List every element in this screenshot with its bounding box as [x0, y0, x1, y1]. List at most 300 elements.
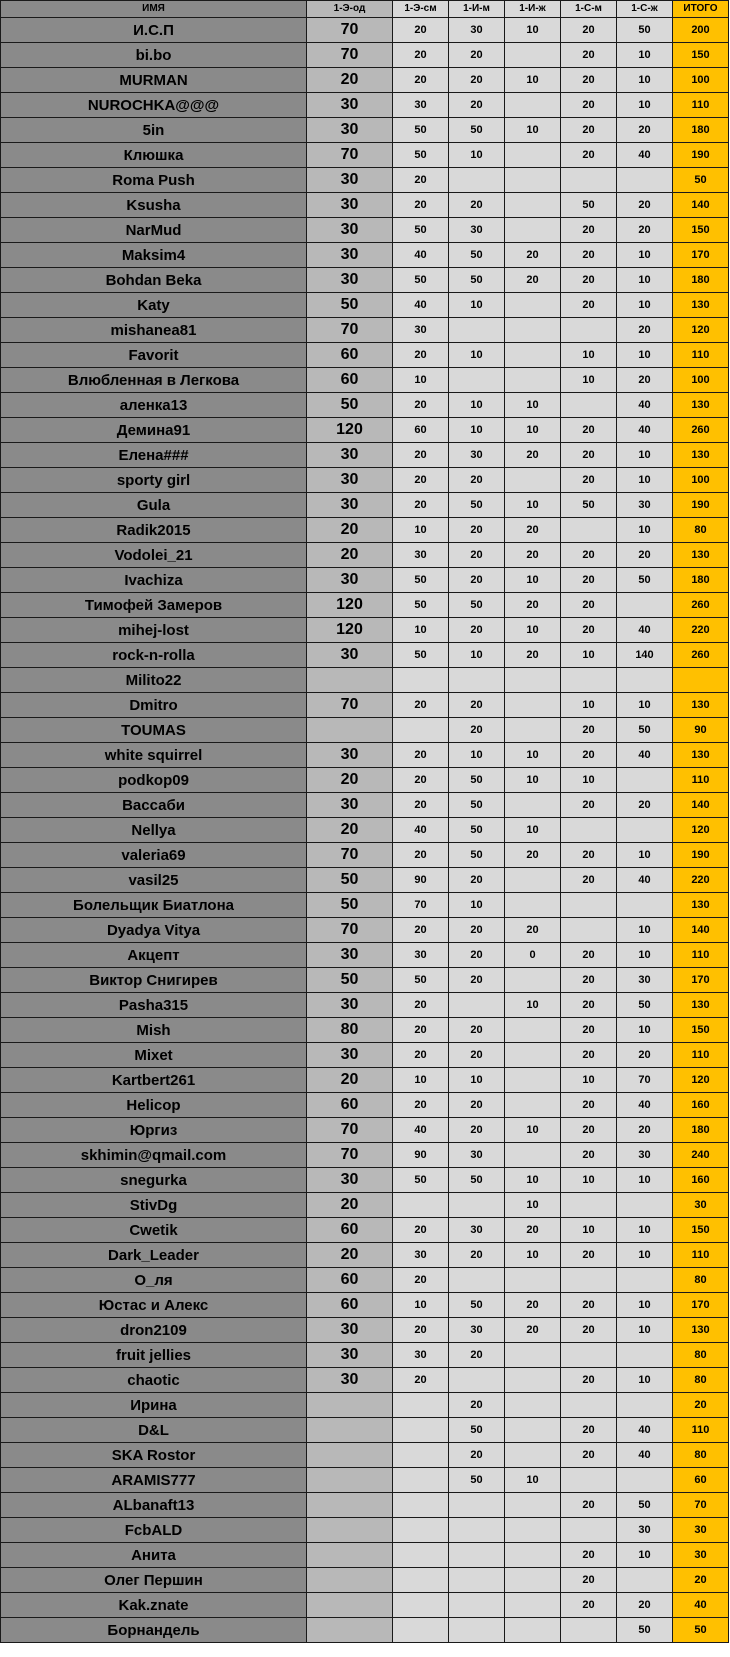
cell-1-s-m: 10 — [561, 368, 617, 393]
table-row — [1, 293, 729, 318]
table-row — [1, 343, 729, 368]
cell-1-e-sm: 90 — [393, 868, 449, 893]
cell-1-i-m: 20 — [449, 1043, 505, 1068]
cell-1-s-zh: 10 — [617, 843, 673, 868]
cell-total: 130 — [673, 893, 729, 918]
cell-1-e-od: 30 — [307, 193, 393, 218]
cell-1-i-zh: 20 — [505, 543, 561, 568]
cell-1-i-zh — [505, 1368, 561, 1393]
table-row — [1, 968, 729, 993]
table-row — [1, 1043, 729, 1068]
cell-1-s-m: 20 — [561, 593, 617, 618]
cell-1-i-zh — [505, 668, 561, 693]
cell-total: 100 — [673, 68, 729, 93]
cell-1-e-od: 20 — [307, 1193, 393, 1218]
cell-1-e-od: 70 — [307, 18, 393, 43]
cell-1-s-zh: 40 — [617, 1093, 673, 1118]
cell-name: Демина91 — [1, 418, 307, 443]
table-row — [1, 493, 729, 518]
cell-1-e-sm — [393, 718, 449, 743]
table-row — [1, 943, 729, 968]
cell-1-i-zh — [505, 468, 561, 493]
cell-1-i-zh: 10 — [505, 993, 561, 1018]
cell-total: 130 — [673, 743, 729, 768]
cell-1-s-m: 20 — [561, 143, 617, 168]
cell-1-e-sm: 20 — [393, 343, 449, 368]
table-row — [1, 1318, 729, 1343]
cell-1-i-m — [449, 1493, 505, 1518]
cell-name: Анита — [1, 1543, 307, 1568]
cell-name: Kak.znate — [1, 1593, 307, 1618]
cell-1-s-zh — [617, 893, 673, 918]
cell-1-e-sm: 50 — [393, 968, 449, 993]
cell-1-i-m: 10 — [449, 143, 505, 168]
cell-1-s-zh: 10 — [617, 1543, 673, 1568]
cell-1-s-zh: 10 — [617, 43, 673, 68]
cell-1-e-od: 70 — [307, 318, 393, 343]
table-row — [1, 1393, 729, 1418]
cell-1-e-od — [307, 1518, 393, 1543]
table-row — [1, 368, 729, 393]
cell-1-s-zh: 50 — [617, 18, 673, 43]
cell-1-i-zh: 20 — [505, 243, 561, 268]
cell-1-e-od: 120 — [307, 618, 393, 643]
cell-1-s-zh: 10 — [617, 1018, 673, 1043]
cell-name: Maksim4 — [1, 243, 307, 268]
cell-1-s-zh: 10 — [617, 293, 673, 318]
cell-1-s-m: 20 — [561, 1568, 617, 1593]
cell-1-s-m — [561, 1468, 617, 1493]
cell-1-i-zh: 20 — [505, 443, 561, 468]
cell-1-s-zh: 40 — [617, 743, 673, 768]
table-row — [1, 93, 729, 118]
cell-1-e-sm: 20 — [393, 18, 449, 43]
table-row — [1, 1243, 729, 1268]
cell-1-s-m: 20 — [561, 1293, 617, 1318]
cell-1-s-m: 20 — [561, 1093, 617, 1118]
cell-1-i-zh: 10 — [505, 1468, 561, 1493]
cell-1-e-sm: 20 — [393, 468, 449, 493]
cell-1-s-m: 20 — [561, 1593, 617, 1618]
cell-1-i-m: 30 — [449, 1143, 505, 1168]
cell-total: 140 — [673, 793, 729, 818]
cell-1-i-m: 10 — [449, 893, 505, 918]
cell-1-e-od: 70 — [307, 143, 393, 168]
cell-1-e-od — [307, 1593, 393, 1618]
cell-1-i-m: 10 — [449, 393, 505, 418]
cell-1-i-zh: 20 — [505, 843, 561, 868]
cell-1-s-m: 10 — [561, 343, 617, 368]
cell-1-e-od: 70 — [307, 1118, 393, 1143]
cell-1-i-zh — [505, 1618, 561, 1643]
cell-1-e-od: 70 — [307, 43, 393, 68]
cell-1-e-od: 60 — [307, 1218, 393, 1243]
cell-1-i-m: 30 — [449, 1318, 505, 1343]
cell-1-s-m: 20 — [561, 268, 617, 293]
cell-1-i-zh — [505, 1543, 561, 1568]
cell-1-e-sm: 20 — [393, 993, 449, 1018]
col-header-1-s-m: 1-С-м — [561, 1, 617, 18]
cell-1-s-m: 20 — [561, 68, 617, 93]
cell-name: Вассаби — [1, 793, 307, 818]
cell-1-e-od — [307, 1393, 393, 1418]
cell-1-e-od — [307, 1468, 393, 1493]
cell-1-i-zh — [505, 143, 561, 168]
cell-1-s-m: 10 — [561, 643, 617, 668]
cell-1-i-m — [449, 1543, 505, 1568]
cell-1-s-zh: 20 — [617, 218, 673, 243]
cell-total: 240 — [673, 1143, 729, 1168]
cell-1-i-zh — [505, 93, 561, 118]
cell-1-i-m: 20 — [449, 68, 505, 93]
cell-total: 200 — [673, 18, 729, 43]
cell-total: 110 — [673, 768, 729, 793]
cell-1-i-zh: 10 — [505, 393, 561, 418]
cell-1-s-m: 20 — [561, 118, 617, 143]
cell-name: Клюшка — [1, 143, 307, 168]
cell-1-i-zh: 10 — [505, 568, 561, 593]
cell-name: chaotic — [1, 1368, 307, 1393]
cell-1-i-zh — [505, 1568, 561, 1593]
cell-1-s-zh: 10 — [617, 693, 673, 718]
cell-name: D&L — [1, 1418, 307, 1443]
cell-total: 130 — [673, 543, 729, 568]
cell-1-i-zh — [505, 1343, 561, 1368]
cell-1-i-zh — [505, 1068, 561, 1093]
cell-total: 110 — [673, 343, 729, 368]
col-header-1-i-zh: 1-И-ж — [505, 1, 561, 18]
cell-1-i-zh: 10 — [505, 768, 561, 793]
cell-1-s-m — [561, 1193, 617, 1218]
cell-name: Nellya — [1, 818, 307, 843]
cell-total: 190 — [673, 843, 729, 868]
cell-1-e-sm: 20 — [393, 693, 449, 718]
cell-total: 170 — [673, 968, 729, 993]
cell-1-e-sm — [393, 1418, 449, 1443]
cell-1-e-sm — [393, 1443, 449, 1468]
col-header-1-i-m: 1-И-м — [449, 1, 505, 18]
cell-total: 140 — [673, 193, 729, 218]
cell-1-i-m — [449, 168, 505, 193]
cell-total: 220 — [673, 868, 729, 893]
cell-1-e-od: 30 — [307, 568, 393, 593]
cell-total: 150 — [673, 1218, 729, 1243]
cell-1-s-m: 20 — [561, 1418, 617, 1443]
cell-1-e-sm: 40 — [393, 1118, 449, 1143]
cell-1-e-od: 30 — [307, 1343, 393, 1368]
cell-name: Milito22 — [1, 668, 307, 693]
cell-1-i-m: 50 — [449, 118, 505, 143]
cell-1-s-zh: 10 — [617, 918, 673, 943]
cell-name: ALbanaft13 — [1, 1493, 307, 1518]
cell-name: Favorit — [1, 343, 307, 368]
col-header-name: ИМЯ — [1, 1, 307, 18]
cell-1-s-m — [561, 1618, 617, 1643]
cell-1-i-zh: 10 — [505, 818, 561, 843]
cell-1-s-zh: 30 — [617, 1518, 673, 1543]
cell-1-s-zh: 20 — [617, 1593, 673, 1618]
cell-total: 30 — [673, 1543, 729, 1568]
cell-1-e-sm: 60 — [393, 418, 449, 443]
cell-1-i-m: 20 — [449, 93, 505, 118]
cell-total: 170 — [673, 243, 729, 268]
cell-1-s-zh — [617, 1268, 673, 1293]
cell-1-e-od: 30 — [307, 218, 393, 243]
cell-1-e-sm — [393, 1593, 449, 1618]
cell-1-i-m: 50 — [449, 768, 505, 793]
cell-total: 120 — [673, 318, 729, 343]
table-row — [1, 1018, 729, 1043]
cell-1-s-m: 20 — [561, 443, 617, 468]
table-row — [1, 1218, 729, 1243]
cell-1-s-m: 20 — [561, 718, 617, 743]
cell-1-s-m: 20 — [561, 868, 617, 893]
cell-1-i-m: 20 — [449, 1393, 505, 1418]
cell-1-s-m: 20 — [561, 243, 617, 268]
cell-1-i-m: 20 — [449, 518, 505, 543]
cell-name: Pasha315 — [1, 993, 307, 1018]
cell-1-e-od: 120 — [307, 418, 393, 443]
cell-1-s-m: 20 — [561, 18, 617, 43]
cell-1-e-od: 20 — [307, 1068, 393, 1093]
cell-1-e-od: 30 — [307, 243, 393, 268]
cell-1-e-od: 50 — [307, 393, 393, 418]
table-row — [1, 443, 729, 468]
cell-1-e-od: 20 — [307, 543, 393, 568]
cell-1-e-sm: 50 — [393, 118, 449, 143]
cell-1-s-zh: 10 — [617, 1168, 673, 1193]
cell-1-i-m: 20 — [449, 718, 505, 743]
cell-1-e-od: 50 — [307, 893, 393, 918]
cell-total: 140 — [673, 918, 729, 943]
cell-1-i-m: 20 — [449, 968, 505, 993]
cell-1-i-zh: 20 — [505, 1318, 561, 1343]
cell-1-e-sm: 90 — [393, 1143, 449, 1168]
table-row — [1, 43, 729, 68]
cell-1-s-zh: 40 — [617, 1443, 673, 1468]
cell-1-s-zh — [617, 593, 673, 618]
cell-1-i-zh — [505, 1093, 561, 1118]
cell-1-i-zh — [505, 868, 561, 893]
cell-total: 130 — [673, 443, 729, 468]
cell-name: Radik2015 — [1, 518, 307, 543]
cell-1-i-m: 10 — [449, 343, 505, 368]
cell-total: 60 — [673, 1468, 729, 1493]
cell-name: О_ля — [1, 1268, 307, 1293]
table-row — [1, 1618, 729, 1643]
cell-name: Roma Push — [1, 168, 307, 193]
cell-1-i-zh — [505, 293, 561, 318]
cell-name: Dyadya Vitya — [1, 918, 307, 943]
cell-1-e-sm: 20 — [393, 743, 449, 768]
cell-1-i-m: 10 — [449, 643, 505, 668]
cell-1-e-od: 30 — [307, 743, 393, 768]
cell-1-s-m: 20 — [561, 1018, 617, 1043]
cell-total: 180 — [673, 268, 729, 293]
table-row — [1, 468, 729, 493]
table-row — [1, 1343, 729, 1368]
cell-1-e-od — [307, 668, 393, 693]
cell-name: Акцепт — [1, 943, 307, 968]
cell-total: 20 — [673, 1393, 729, 1418]
table-row — [1, 818, 729, 843]
cell-1-s-m — [561, 1343, 617, 1368]
cell-1-i-m: 20 — [449, 1443, 505, 1468]
table-row — [1, 168, 729, 193]
cell-name: Болельщик Биатлона — [1, 893, 307, 918]
cell-total: 130 — [673, 993, 729, 1018]
cell-1-i-m: 20 — [449, 1243, 505, 1268]
cell-total: 80 — [673, 1443, 729, 1468]
cell-1-i-zh: 10 — [505, 418, 561, 443]
table-row — [1, 1593, 729, 1618]
cell-total: 190 — [673, 493, 729, 518]
cell-1-i-zh — [505, 168, 561, 193]
cell-name: Олег Першин — [1, 1568, 307, 1593]
cell-name: skhimin@qmail.com — [1, 1143, 307, 1168]
table-row — [1, 1443, 729, 1468]
cell-1-i-zh — [505, 893, 561, 918]
cell-1-e-sm — [393, 1493, 449, 1518]
cell-1-e-sm — [393, 668, 449, 693]
cell-1-s-m: 20 — [561, 93, 617, 118]
cell-1-s-zh: 50 — [617, 718, 673, 743]
cell-1-e-od — [307, 1568, 393, 1593]
cell-1-i-zh — [505, 1143, 561, 1168]
cell-1-i-m: 20 — [449, 568, 505, 593]
cell-1-s-zh: 50 — [617, 1493, 673, 1518]
cell-1-e-od: 120 — [307, 593, 393, 618]
cell-1-e-sm — [393, 1568, 449, 1593]
cell-total: 190 — [673, 143, 729, 168]
table-row — [1, 243, 729, 268]
cell-1-e-sm: 40 — [393, 818, 449, 843]
cell-total: 180 — [673, 118, 729, 143]
cell-1-e-od: 70 — [307, 843, 393, 868]
cell-1-e-od — [307, 1443, 393, 1468]
cell-1-e-sm: 20 — [393, 768, 449, 793]
table-row — [1, 18, 729, 43]
cell-total: 30 — [673, 1518, 729, 1543]
cell-total: 130 — [673, 393, 729, 418]
cell-name: Ivachiza — [1, 568, 307, 593]
cell-1-s-m: 20 — [561, 968, 617, 993]
cell-name: 5in — [1, 118, 307, 143]
cell-1-s-zh: 10 — [617, 1218, 673, 1243]
cell-1-i-m: 30 — [449, 1218, 505, 1243]
cell-name: Mixet — [1, 1043, 307, 1068]
cell-1-s-m — [561, 668, 617, 693]
cell-1-e-sm: 50 — [393, 593, 449, 618]
cell-1-s-m: 10 — [561, 693, 617, 718]
table-row — [1, 1193, 729, 1218]
cell-1-e-sm: 10 — [393, 1068, 449, 1093]
cell-1-s-m: 20 — [561, 418, 617, 443]
cell-total: 120 — [673, 818, 729, 843]
cell-1-s-m: 10 — [561, 1168, 617, 1193]
cell-1-e-sm: 30 — [393, 93, 449, 118]
cell-1-i-zh: 20 — [505, 593, 561, 618]
table-row — [1, 643, 729, 668]
cell-1-e-od: 60 — [307, 1293, 393, 1318]
cell-1-s-m: 20 — [561, 1043, 617, 1068]
cell-total: 150 — [673, 218, 729, 243]
cell-1-s-zh: 20 — [617, 543, 673, 568]
cell-1-s-m — [561, 918, 617, 943]
cell-total: 260 — [673, 593, 729, 618]
table-row — [1, 1493, 729, 1518]
cell-total: 180 — [673, 568, 729, 593]
cell-name: NUROCHKA@@@ — [1, 93, 307, 118]
cell-name: Ksusha — [1, 193, 307, 218]
cell-name: Dmitro — [1, 693, 307, 718]
cell-1-s-m: 20 — [561, 1243, 617, 1268]
cell-1-i-m: 50 — [449, 1418, 505, 1443]
cell-1-e-od: 30 — [307, 93, 393, 118]
cell-1-i-m: 20 — [449, 468, 505, 493]
cell-1-e-sm: 20 — [393, 1218, 449, 1243]
cell-1-e-sm: 30 — [393, 1243, 449, 1268]
table-row — [1, 1118, 729, 1143]
cell-1-e-sm: 50 — [393, 268, 449, 293]
cell-name: Vodolei_21 — [1, 543, 307, 568]
cell-1-s-m: 10 — [561, 768, 617, 793]
cell-1-i-zh — [505, 1518, 561, 1543]
cell-1-i-zh — [505, 343, 561, 368]
col-header-1-e-od: 1-Э-од — [307, 1, 393, 18]
cell-1-s-zh: 70 — [617, 1068, 673, 1093]
cell-1-e-sm: 10 — [393, 618, 449, 643]
cell-name: Елена### — [1, 443, 307, 468]
table-row — [1, 793, 729, 818]
cell-1-e-sm: 10 — [393, 518, 449, 543]
cell-1-s-m: 20 — [561, 543, 617, 568]
cell-name: Юргиз — [1, 1118, 307, 1143]
cell-1-s-zh — [617, 1343, 673, 1368]
cell-name: FcbALD — [1, 1518, 307, 1543]
cell-1-e-sm: 20 — [393, 1018, 449, 1043]
cell-1-i-zh: 10 — [505, 68, 561, 93]
table-row — [1, 318, 729, 343]
cell-total: 150 — [673, 43, 729, 68]
cell-1-e-sm — [393, 1468, 449, 1493]
table-row — [1, 918, 729, 943]
cell-1-s-zh: 10 — [617, 943, 673, 968]
cell-total: 80 — [673, 1343, 729, 1368]
cell-total: 110 — [673, 943, 729, 968]
cell-1-i-m: 20 — [449, 1018, 505, 1043]
cell-1-s-zh: 10 — [617, 343, 673, 368]
cell-1-e-od: 30 — [307, 993, 393, 1018]
cell-1-e-od: 70 — [307, 1143, 393, 1168]
cell-1-i-m: 20 — [449, 193, 505, 218]
cell-1-e-od: 30 — [307, 1368, 393, 1393]
cell-1-s-zh: 40 — [617, 143, 673, 168]
cell-1-e-od: 30 — [307, 1168, 393, 1193]
cell-1-s-zh — [617, 1193, 673, 1218]
cell-1-s-zh: 20 — [617, 118, 673, 143]
cell-1-i-m — [449, 318, 505, 343]
cell-1-e-od: 30 — [307, 268, 393, 293]
cell-1-s-m — [561, 393, 617, 418]
cell-1-e-sm: 50 — [393, 218, 449, 243]
table-row — [1, 593, 729, 618]
cell-1-i-m: 30 — [449, 218, 505, 243]
cell-1-s-m: 50 — [561, 493, 617, 518]
cell-1-s-m — [561, 1268, 617, 1293]
cell-name: SKA Rostor — [1, 1443, 307, 1468]
cell-1-i-m: 30 — [449, 18, 505, 43]
